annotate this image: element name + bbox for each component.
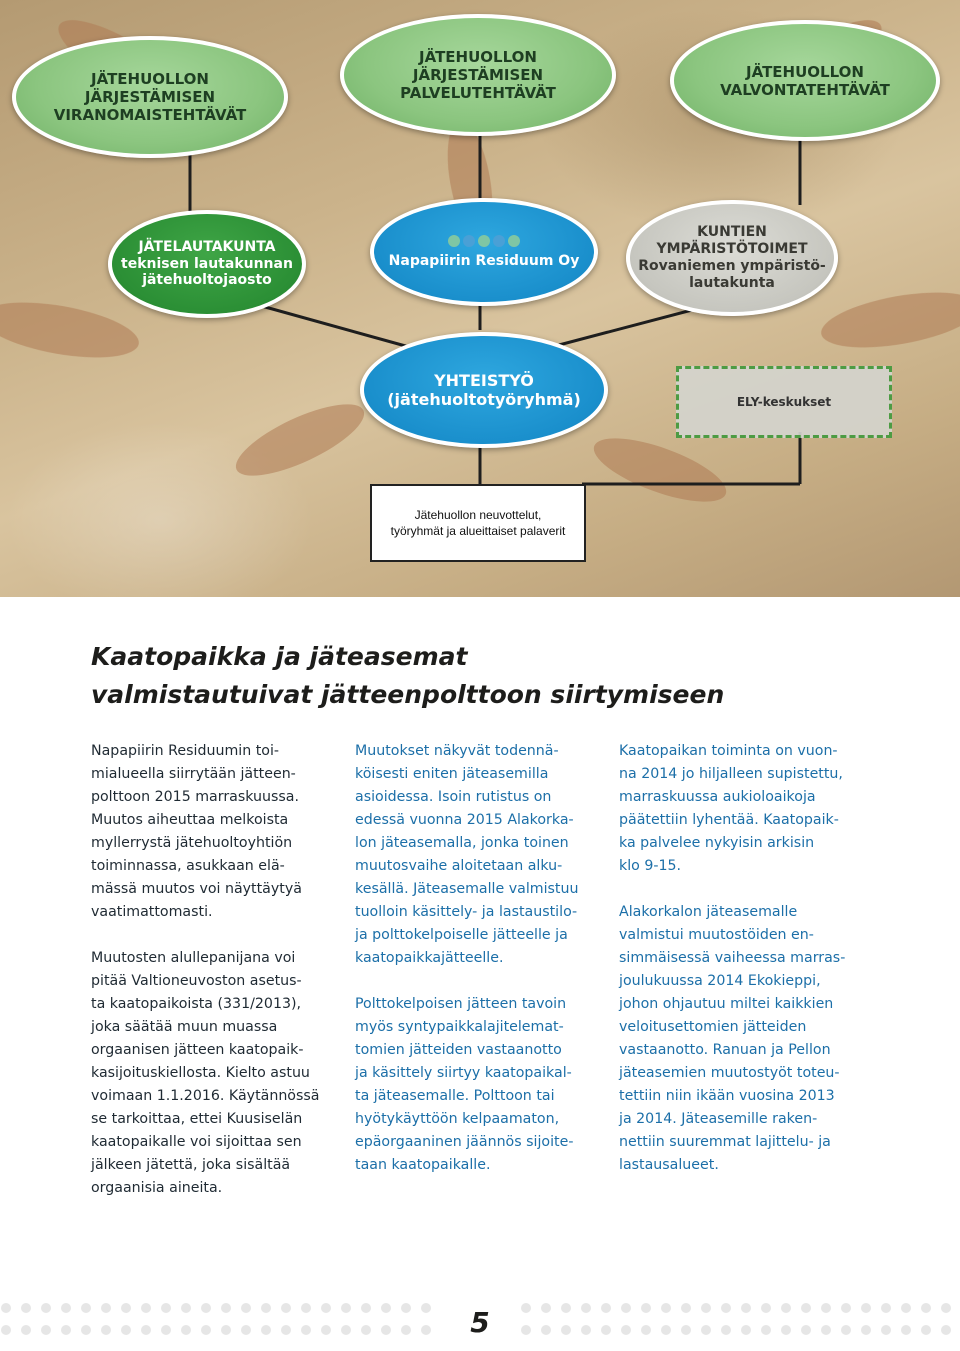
node-line: PALVELUTEHTÄVÄT (400, 84, 556, 102)
title-line: Kaatopaikka ja jäteasemat (91, 642, 468, 671)
paragraph (619, 740, 845, 878)
paragraph (355, 740, 578, 970)
node-line: VIRANOMAISTEHTÄVÄT (53, 106, 247, 124)
decor-dot (1, 1303, 11, 1313)
text-line: kaatopaikalle voi sijoittaa sen (91, 1134, 302, 1150)
decor-dot (881, 1325, 891, 1335)
decor-dot (621, 1325, 631, 1335)
decor-dot (221, 1325, 231, 1335)
article-title (91, 638, 724, 714)
decor-dot (101, 1303, 111, 1313)
jatelautakunta-node (108, 210, 306, 318)
decor-dot (621, 1303, 631, 1313)
decor-dot (61, 1303, 71, 1313)
decor-dot (681, 1303, 691, 1313)
decor-dot (781, 1325, 791, 1335)
article-column-2 (355, 740, 578, 1200)
text-line: ja polttokelpoiselle jätteelle ja (355, 927, 568, 943)
node-line: KUNTIEN (697, 224, 767, 241)
residuum-logo (448, 235, 520, 247)
text-line: ja 2014. Jäteasemille raken- (619, 1111, 818, 1127)
node-line: YHTEISTYÖ (434, 370, 534, 390)
decor-dot (801, 1303, 811, 1313)
text-line: ta jäteasemalle. Polttoon tai (355, 1088, 555, 1104)
node-line: JÄTEHUOLLON (91, 70, 209, 88)
text-line: tettiin niin ikään vuosina 2013 (619, 1088, 835, 1104)
text-line: ta kaatopaikoista (331/2013), (91, 996, 302, 1012)
article-column-1 (91, 740, 319, 1223)
decor-dot (921, 1303, 931, 1313)
node-line: JÄTEHUOLLON (419, 48, 537, 66)
text-line: muutosvaihe aloitetaan alku- (355, 858, 563, 874)
decor-dot (41, 1325, 51, 1335)
decor-dot (381, 1325, 391, 1335)
decor-dot (221, 1303, 231, 1313)
decor-dot (141, 1303, 151, 1313)
text-line: vastaanotto. Ranuan ja Pellon (619, 1042, 831, 1058)
node-line: JÄTELAUTAKUNTA (138, 238, 276, 255)
decor-dot (341, 1303, 351, 1313)
decor-dot (141, 1325, 151, 1335)
decor-dot (201, 1325, 211, 1335)
decor-dot (121, 1303, 131, 1313)
decor-dot (401, 1325, 411, 1335)
decor-dot (81, 1303, 91, 1313)
decor-dot (841, 1303, 851, 1313)
decor-dot (661, 1303, 671, 1313)
decor-dot (281, 1325, 291, 1335)
title-line: valmistautuivat jätteenpolttoon siirtymiseen (91, 680, 725, 709)
decor-dot (261, 1303, 271, 1313)
hero-photo-diagram (0, 0, 960, 597)
text-line: kasijoituskiellosta. Kielto astuu (91, 1065, 310, 1081)
decor-dot (381, 1303, 391, 1313)
ely-label: ELY-keskukset (736, 395, 832, 409)
text-line: Napapiirin Residuumin toi- (91, 743, 280, 759)
decor-dot (101, 1325, 111, 1335)
decor-dot (121, 1325, 131, 1335)
decor-dot (361, 1325, 371, 1335)
ely-keskukset-box (676, 366, 892, 438)
text-line: kesällä. Jäteasemalle valmistuu (355, 881, 579, 897)
decor-dot (601, 1325, 611, 1335)
text-line: jäteasemien muutostyöt toteu- (619, 1065, 840, 1081)
text-line: joka säätää muun muassa (91, 1019, 278, 1035)
decor-dot (681, 1325, 691, 1335)
text-line: lon jäteasemalla, jonka toinen (355, 835, 569, 851)
decor-dot (201, 1303, 211, 1313)
decor-dot (81, 1325, 91, 1335)
decor-dot (901, 1303, 911, 1313)
text-line: orgaanisen jätteen kaatopaik- (91, 1042, 304, 1058)
node-line: jätehuoltojaosto (142, 272, 272, 289)
text-line: polttoon 2015 marraskuussa. (91, 789, 299, 805)
node-line: Rovaniemen ympäristö- (638, 258, 826, 274)
decor-dot (821, 1303, 831, 1313)
decor-dot (661, 1325, 671, 1335)
text-line: toiminnassa, asukkaan elä- (91, 858, 285, 874)
decor-dot (41, 1303, 51, 1313)
node-line: VALVONTATEHTÄVÄT (720, 80, 890, 99)
text-line: joulukuussa 2014 Ekokieppi, (619, 973, 821, 989)
text-line: pitää Valtioneuvoston asetus- (91, 973, 302, 989)
decor-dot (321, 1303, 331, 1313)
paragraph (619, 901, 845, 1177)
text-line: orgaanisia aineita. (91, 1180, 223, 1196)
decor-dot (721, 1325, 731, 1335)
decor-dot (561, 1303, 571, 1313)
decor-dot (281, 1303, 291, 1313)
decor-dot (301, 1303, 311, 1313)
node-line: YMPÄRISTÖTOIMET (656, 241, 808, 258)
text-line: myös syntypaikkalajitelemat- (355, 1019, 564, 1035)
text-line: hyötykäyttöön kelpaamaton, (355, 1111, 560, 1127)
text-line: päätettiin lyhentää. Kaatopaik- (619, 812, 839, 828)
decor-dot (341, 1325, 351, 1335)
text-line: veloitusettomien jätteiden (619, 1019, 807, 1035)
decor-dot (921, 1325, 931, 1335)
decor-dot (761, 1303, 771, 1313)
valvontatehtavat-node (670, 20, 940, 141)
paragraph (355, 993, 578, 1177)
decor-dot (941, 1325, 951, 1335)
node-line: JÄRJESTÄMISEN (84, 88, 216, 106)
decor-dot (161, 1303, 171, 1313)
decor-dot (761, 1325, 771, 1335)
text-line: simmäisessä vaiheessa marras- (619, 950, 846, 966)
decor-dot (421, 1303, 431, 1313)
text-line: Muutos aiheuttaa melkoista (91, 812, 289, 828)
text-line: nettiin suuremmat lajittelu- ja (619, 1134, 831, 1150)
text-line: Muutosten alullepanijana voi (91, 950, 296, 966)
node-line: lautakunta (689, 274, 775, 291)
decor-dot (421, 1325, 431, 1335)
decor-dot (741, 1325, 751, 1335)
text-line: kaatopaikkajätteelle. (355, 950, 504, 966)
decor-dot (801, 1325, 811, 1335)
decor-dot (641, 1303, 651, 1313)
text-line: se tarkoittaa, ettei Kuusiselän (91, 1111, 303, 1127)
decor-dot (261, 1325, 271, 1335)
text-line: myllerrystä jätehuoltoyhtiön (91, 835, 293, 851)
text-line: tomien jätteiden vastaanotto (355, 1042, 562, 1058)
decor-dot (21, 1325, 31, 1335)
decor-dot (641, 1325, 651, 1335)
decor-dot (241, 1303, 251, 1313)
text-line: Alakorkalon jäteasemalle (619, 904, 798, 920)
text-line: klo 9-15. (619, 858, 682, 874)
text-line: köisesti eniten jäteasemilla (355, 766, 549, 782)
text-line: tuolloin käsittely- ja lastaustilo- (355, 904, 578, 920)
text-line: valmistui muutostöiden en- (619, 927, 814, 943)
decor-dot (701, 1303, 711, 1313)
note-line: työryhmät ja alueittaiset palaverit (390, 524, 566, 538)
decor-dot (881, 1303, 891, 1313)
decor-dot (401, 1303, 411, 1313)
decor-dot (841, 1325, 851, 1335)
text-line: epäorgaaninen jäännös sijoite- (355, 1134, 574, 1150)
text-line: ka palvelee nykyisin arkisin (619, 835, 815, 851)
palvelutehtavat-node (340, 14, 616, 136)
decor-dot (561, 1325, 571, 1335)
text-line: lastausalueet. (619, 1157, 719, 1173)
node-line: (jätehuoltotyöryhmä) (387, 390, 581, 409)
node-line: JÄTEHUOLLON (746, 62, 864, 81)
text-line: jälkeen jätettä, joka sisältää (91, 1157, 291, 1173)
node-line: teknisen lautakunnan (121, 255, 293, 272)
text-line: na 2014 jo hiljalleen supistettu, (619, 766, 843, 782)
decor-dot (21, 1303, 31, 1313)
text-line: ja käsittely siirtyy kaatopaikal- (355, 1065, 572, 1081)
text-line: edessä vuonna 2015 Alakorka- (355, 812, 574, 828)
text-line: voimaan 1.1.2016. Käytännössä (91, 1088, 320, 1104)
kuntien-ymparistotoimet-node (626, 200, 838, 316)
decor-dot (361, 1303, 371, 1313)
text-line: Kaatopaikan toiminta on vuon- (619, 743, 838, 759)
decor-dot (181, 1303, 191, 1313)
decor-dot (821, 1325, 831, 1335)
decor-dot (161, 1325, 171, 1335)
text-line: asioidessa. Isoin rutistus on (355, 789, 552, 805)
decor-dot (701, 1325, 711, 1335)
node-line: JÄRJESTÄMISEN (412, 66, 544, 84)
napapiirin-residuum-node (370, 198, 598, 306)
article-column-3 (619, 740, 845, 1200)
text-line: vaatimattomasti. (91, 904, 213, 920)
decor-dot (541, 1325, 551, 1335)
decor-dot (721, 1303, 731, 1313)
decor-dot (581, 1303, 591, 1313)
text-line: mässä muutos voi näyttäytyä (91, 881, 302, 897)
text-line: marraskuussa aukioloaikoja (619, 789, 816, 805)
text-line: taan kaatopaikalle. (355, 1157, 491, 1173)
decor-dot (1, 1325, 11, 1335)
decor-dot (861, 1325, 871, 1335)
decor-dot (321, 1325, 331, 1335)
decor-dot (861, 1303, 871, 1313)
yhteistyo-node (360, 332, 608, 448)
decor-dot (581, 1325, 591, 1335)
decor-dot (781, 1303, 791, 1313)
decor-dot (521, 1325, 531, 1335)
decor-dot (61, 1325, 71, 1335)
text-line: Muutokset näkyvät todennä- (355, 743, 559, 759)
decor-dot (301, 1325, 311, 1335)
decor-dot (241, 1325, 251, 1335)
decor-dot (941, 1303, 951, 1313)
decor-dot (601, 1303, 611, 1313)
decor-dot (521, 1303, 531, 1313)
note-line: Jätehuollon neuvottelut, (414, 507, 542, 522)
decor-dot (741, 1303, 751, 1313)
neuvottelut-note (370, 484, 586, 562)
company-name: Napapiirin Residuum Oy (388, 252, 580, 269)
paragraph (91, 740, 319, 924)
text-line: johon ohjautuu miltei kaikkien (619, 996, 834, 1012)
page-number: 5 (470, 1306, 490, 1339)
text-line: Polttokelpoisen jätteen tavoin (355, 996, 567, 1012)
text-line: mialueella siirrytään jätteen- (91, 766, 296, 782)
viranomaistehtavat-node (12, 36, 288, 158)
decor-dot (541, 1303, 551, 1313)
decor-dot (181, 1325, 191, 1335)
paragraph (91, 947, 319, 1200)
decor-dot (901, 1325, 911, 1335)
